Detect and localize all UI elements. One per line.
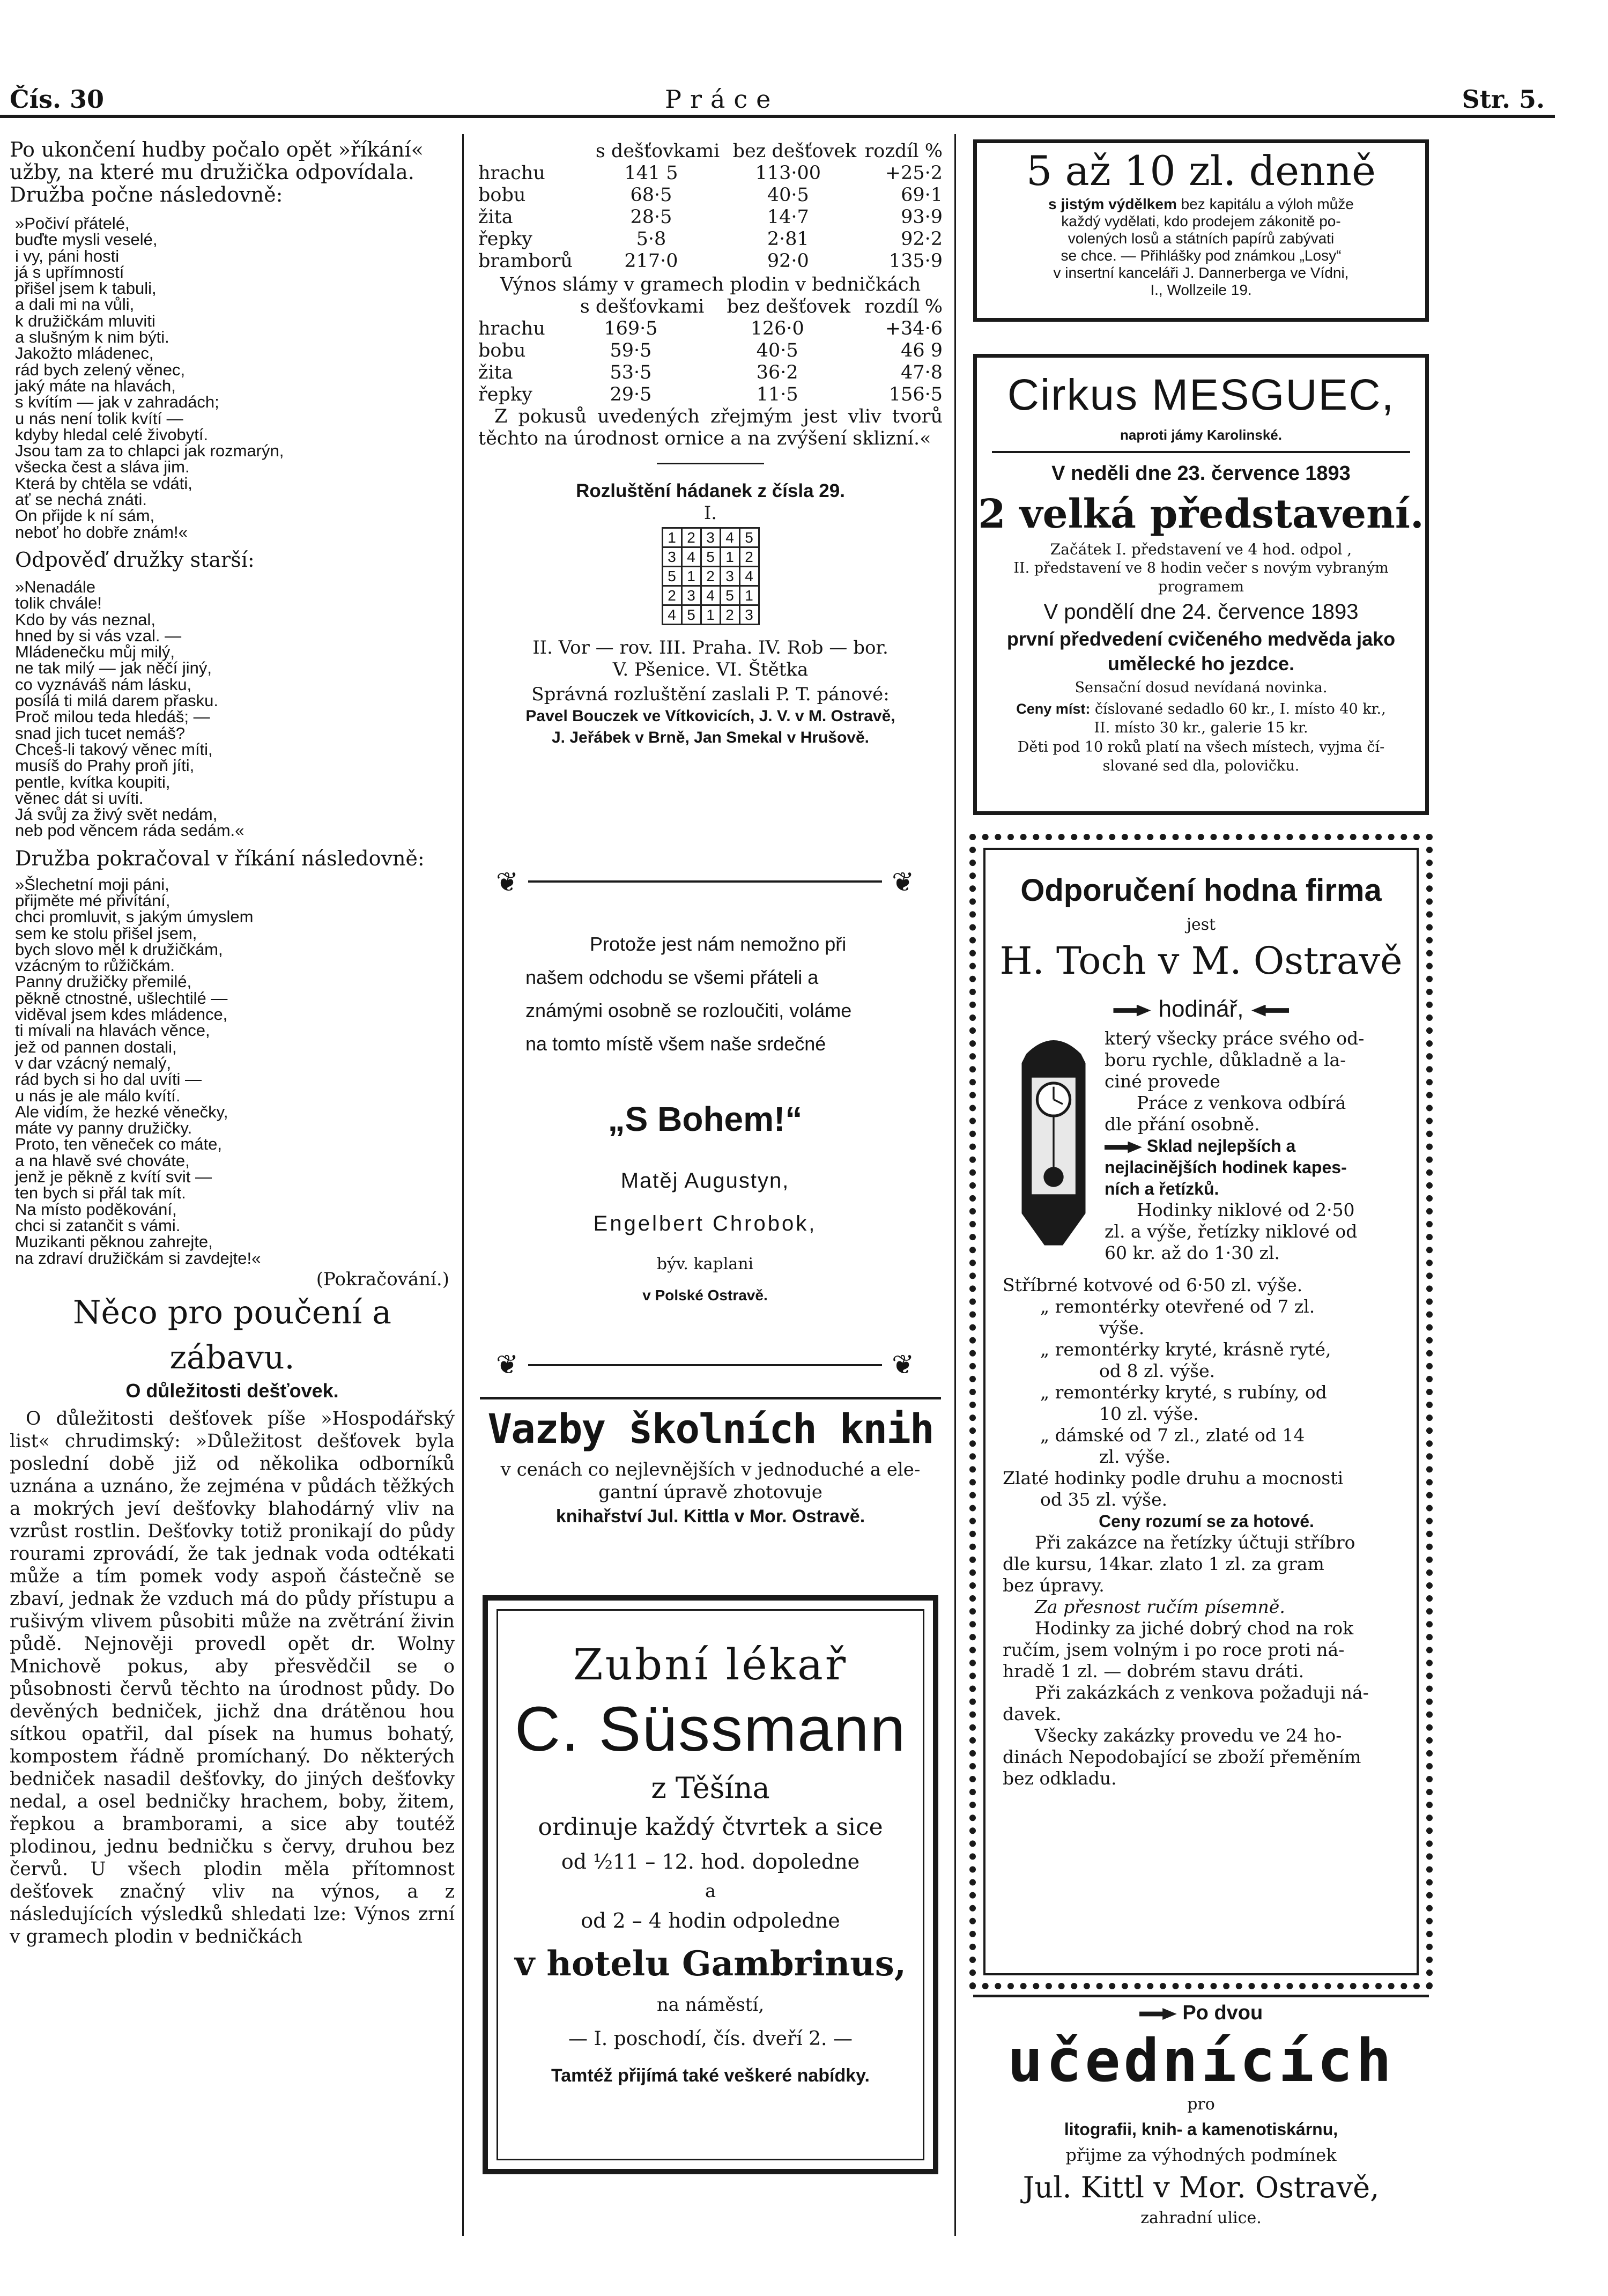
watch-role-line [976,996,1426,1023]
watch-line: Při zakázkách z venkova požaduji ná- [1035,1682,1369,1703]
verse-line: neb pod věncem ráda sedám.« [15,821,244,840]
farewell-line: našem odchodu se všemi přáteli a [525,966,819,988]
grid-cell: 1 [681,567,701,586]
watch-name: H. Toch v M. Ostravě [999,939,1403,983]
watch-line: zl. a výše, řetízky niklové od [1105,1221,1358,1242]
article-title: O důležitosti dešťovek. [125,1380,339,1402]
watch-line: 60 kr. až do 1·30 zl. [1105,1242,1280,1263]
watch-line: davek. [1003,1704,1062,1724]
puzzle-grid [662,527,760,625]
verse-line: a dali mi na vůli, [15,295,135,314]
table-header-cell: bez dešťovek [727,296,851,317]
watch-is: jest [1186,915,1216,934]
table-row [478,318,943,340]
frame-line [528,880,882,883]
reply-heading: Odpověď družky starší: [15,547,255,572]
table-header-cell [478,296,558,318]
table-cell: 92·0 [767,250,809,272]
clock-bob [1043,1167,1063,1187]
money-text [977,196,1425,299]
money-line: každý vydělati, kdo prodejem zákonitě po- [1061,213,1341,229]
farewell-line: Protože jest nám nemožno při [590,933,847,955]
grid-cell: 4 [701,586,720,605]
grid-cell: 3 [701,528,720,547]
watch-line: Za přesnost ručím písemně. [1035,1596,1285,1617]
circus-bear: první předvedení cvičeného medvěda jako [1006,628,1396,650]
solvers-names: Pavel Bouczek ve Vítkovicích, J. V. v M. Ostravě, [525,707,895,725]
verse-line: ať se nechá znáti. [15,490,147,509]
apprentice-ad [973,1995,1429,2229]
divider [657,463,764,464]
circus-ad [973,354,1429,815]
verse-line: posílá ti milá darem přasku. [15,691,219,710]
watch-cash: Ceny rozumí se za hotové. [1099,1512,1314,1531]
bindings-line: v cenách co nejlevnějších v jednoduché a ele- [500,1459,921,1480]
table-header-cell: rozdíl % [864,296,943,317]
apprentice-head-text: Po dvou [1182,2002,1263,2024]
intro-line: Družba počne následovně: [10,183,283,206]
article-conclusion: Z pokusů uvedených zřejmým jest vliv tvorů těchto na úrodnost ornice a na zvýšení sklizní.« [478,406,943,449]
header-rule [0,115,1555,118]
dentist-line: od 2 – 4 hodin odpoledne [581,1909,840,1932]
watch-stock-line: Sklad nejlepších a [1146,1136,1296,1156]
verse-line: snad jich tucet nemáš? [15,723,186,743]
money-line: bez kapitálu a výloh může [1181,196,1354,212]
table-cell: řepky [478,384,532,405]
circus-line: slované sed dla, polovičku. [1102,758,1300,774]
grain-yield-table [478,140,943,272]
newspaper-title: Práce [665,85,780,114]
verse-line: rád bych si ho dal uvíti — [15,1070,202,1089]
watch-line: Práce z venkova odbírá [1137,1092,1346,1113]
watch-line: hradě 1 zl. — dobrém stavu dráti. [1003,1661,1305,1682]
puzzle-subtitle: I. [703,502,717,524]
pointing-hand-icon [1105,1142,1142,1153]
verse-line: pentle, kvítka koupiti, [15,772,171,791]
table-row [478,384,943,406]
table-cell: žita [478,362,513,383]
continued-note: (Pokračování.) [316,1268,449,1290]
verse-line: hned by si vás vzal. — [15,626,182,645]
table-cell: 69·1 [901,184,943,206]
pointing-hand-icon [1113,1005,1151,1017]
dentist-line: — I. poschodí, čís. dveří 2. — [568,2028,853,2050]
verse-line: jež od pannen dostali, [15,1037,177,1056]
watch-line: „ remontérky otevřené od 7 zl. [1040,1296,1315,1317]
table-row [478,162,943,184]
grid-cell: 2 [739,547,759,567]
table-row [478,228,943,250]
verse-line: chci promluvit, s jakým úmyslem [15,907,254,927]
pointing-hand-icon [1251,1005,1289,1017]
watch-line: Hodinky niklové od 2·50 [1137,1199,1355,1220]
watch-line: ručím, jsem volným i po roce proti ná- [1003,1639,1345,1660]
dentist-ad [483,1595,938,2174]
money-line: se chce. — Přihlášky pod známkou „Losy“ [1061,247,1342,264]
grid-cell: 1 [701,605,720,625]
bindings-line: gantní úpravě zhotovuje [598,1482,822,1503]
watch-stock-line: ních a řetízků. [1105,1179,1219,1198]
farewell-role: býv. kaplani [656,1255,754,1273]
verse-line: vzácným to růžičkám. [15,956,175,975]
table-cell: 29·5 [610,384,652,405]
grid-cell: 2 [720,605,739,625]
watch-line: od 35 zl. výše. [1040,1489,1168,1510]
article-body: O důležitosti dešťovek píše »Hospodářský list« chrudimský: »Důležitost dešťovek byla poslední době již od několika odborníků uznána a uznáno, že zejména v půdách těžkých a mokrých jeví dešťovky blahodárný vliv na vzrůst rostlin. Dešťovky totiž pronikají do půdy rourami zprovádí, že tak jednak voda odtékati může a tím pomek vody aspoň částečně se zbaví, jednak že vzduch má do půdy přístupu a rušivým vlivem působiti může na zvětrání živin půdě. Nejnověji provedl opět dr. Wolny Mnichově pokus, aby přesvědčil se o působnosti červů těchto na úrodnost půdy. Do devěných bedniček, jichž dna drátěnou hou sítkou opatřil, dal písek na humus bohatý, kompostem řádně promíchaný. Do některých bedniček nasadil dešťovky, do jiných dešťovky nedal, a osel bedničky hrachem, boby, žitem, řepkou a bramborami, a sice aby toutéž plodinou, jednu bedničku s červy, druhou bez červů. U všech plodin měla přítomnost dešťovek značný vliv na výnos, a z následujících výsledků shledati lze: Výnos zrní v gramech plodin v bedničkách [10,1408,455,1947]
circus-line: Začátek I. představení ve 4 hod. odpol , [1050,540,1352,558]
column-2 [478,140,943,749]
dentist-line: na náměstí, [656,1994,765,2016]
apprentice-accept: přijme za výhodných podmínek [1065,2145,1337,2165]
watch-line: Zlaté hodinky podle druhu a mocnosti [1003,1468,1344,1488]
grid-cell: 3 [739,605,759,625]
table-cell: 46 9 [901,340,943,361]
watch-line: „ remontérky kryté, s rubíny, od [1040,1382,1327,1403]
verse-line: u nás je ale málo kvítí. [15,1086,181,1105]
table-cell: řepky [478,228,532,250]
table-cell: 126·0 [750,318,804,339]
watch-line: Hodinky za jiché dobrý chod na rok [1035,1618,1354,1639]
table-cell: bobu [478,184,526,206]
verse-line: Kdo by vás neznal, [15,610,155,629]
circus-bear: umělecké ho jezdce. [1107,653,1295,675]
watch-line: výše. [1099,1317,1145,1338]
verse-line: na zdraví družičkám si zavdejte!« [15,1248,261,1268]
table-header-cell: s dešťovkami [595,140,720,162]
watch-prices [1003,1275,1410,1789]
verse-line: máte vy panny družičky. [15,1119,192,1138]
apprentice-word: učednících [1007,2026,1395,2095]
straw-yield-table [478,296,943,406]
verse-line: On přijde k ní sám, [15,506,155,525]
farewell-line: známými osobně se rozloučiti, voláme [525,999,852,1021]
verse-line: Já svůj za živý svět nedám, [15,805,218,824]
table-cell: 5·8 [636,228,666,250]
verse-line: neboť ho dobře znám!« [15,522,188,542]
farewell-line: na tomto místě všem naše srdečné [525,1033,826,1055]
watch-body [1105,1028,1405,1264]
grid-cell: 5 [662,567,681,586]
wall-clock-icon [1008,1023,1099,1258]
watch-line: který všecky práce svého od- [1105,1028,1365,1049]
circus-line: programem [1158,579,1244,595]
verse-line: s kvítím — jak v zahradách; [15,392,219,412]
grid-cell: 2 [701,567,720,586]
table-cell: 156·5 [888,384,943,405]
verse-line: Chceš-li takový věnec míti, [15,739,213,759]
table-cell: bobu [478,340,526,361]
grid-cell: 3 [662,547,681,567]
verse-line: Na místo poděkování, [15,1199,177,1219]
dentist-name: C. Süssmann [514,1694,907,1765]
table-cell: 135·9 [888,250,943,272]
table-row [478,184,943,206]
table-cell: žita [478,206,513,228]
section-title: Něco pro poučení a zábavu. [72,1294,392,1377]
verse-line: i vy, páni hosti [15,246,120,265]
dentist-hotel: v hotelu Gambrinus, [514,1944,907,1984]
grid-cell: 1 [720,547,739,567]
verse-line: Muzikanti pěknou zahrejte, [15,1232,213,1251]
watch-line: Při zakázce na řetízky účtuji stříbro [1035,1532,1355,1553]
circus-prices-label: Ceny míst: [1016,701,1091,717]
dentist-line: a [705,1880,716,1902]
column-1 [10,138,455,1948]
watch-line: ciné provede [1105,1071,1220,1092]
ornament-icon: ❦ [496,1349,518,1380]
bindings-title: Vazby školních knih [487,1405,933,1453]
farewell-notice [496,866,914,1380]
straw-caption: Výnos slámy v gramech plodin v bedničkách [500,274,921,295]
circus-line: Děti pod 10 roků platí na všech místech, vyjma čí- [1017,739,1385,756]
table-cell: 36·2 [756,362,798,383]
money-line: v insertní kanceláři J. Dannerberga ve Vídni, [1053,264,1349,281]
verse-line: sem ke stolu přišel jsem, [15,923,197,943]
table-cell: 93·9 [901,206,943,228]
frame-line [480,1397,941,1399]
watchmaker-ad [969,834,1433,1989]
verse-line: chci si zatančit s vámi. [15,1216,181,1235]
issue-number: Čís. 30 [10,85,105,114]
verse-1 [10,216,455,540]
ornament-icon: ❦ [892,1349,914,1380]
watch-line: dle kursu, 14kar. zlato 1 zl. za gram [1003,1553,1324,1574]
circus-date: V pondělí dne 24. července 1893 [1043,600,1359,624]
apprentice-shop: litografii, knih- a kamenotiskárnu, [1064,2120,1338,2139]
circus-line: II. místo 30 kr., galerie 15 kr. [1094,720,1308,736]
apprentice-street: zahradní ulice. [1140,2209,1262,2227]
table-row [478,250,943,272]
intro-line: užby, na které mu družička odpovídala. [10,160,414,184]
verse-line: ti mívali na hlavách věnce, [15,1021,210,1040]
verse-3 [10,877,455,1266]
circus-shows: 2 velká představení. [978,491,1424,537]
table-row [478,340,943,362]
watch-line: Všecky zakázky provedu ve 24 ho- [1035,1725,1342,1746]
table-header-cell: s dešťovkami [580,296,705,317]
watch-line: „ dámské od 7 zl., zlaté od 14 [1040,1425,1305,1446]
verse-line: jenž je pěkně z kvítí svit — [15,1167,212,1187]
verse-line: Proto, ten věneček co máte, [15,1135,222,1154]
verse-line: kdyby hledal celé živobytí. [15,425,209,444]
farewell-name: Engelbert Chrobok, [593,1212,817,1235]
verse-line: věnec dát si uvíti. [15,788,144,808]
table-cell: 217·0 [624,250,678,272]
circus-title: Cirkus MESGUEC, [1007,371,1395,419]
verse-line: rád bych zelený věnec, [15,360,186,379]
inner-frame [497,1609,924,2160]
verse-line: přišel jsem k tabuli, [15,279,157,298]
clock-crest [1022,1040,1086,1063]
grid-cell: 4 [720,528,739,547]
table-cell: 40·5 [767,184,809,206]
grid-cell: 1 [739,586,759,605]
table-cell: 40·5 [756,340,798,361]
verse-line: všecka čest a sláva jim. [15,457,190,477]
farewell-greeting: „S Bohem!“ [607,1100,803,1138]
table-header-cell: bez dešťovek [732,140,857,162]
verse-line: viděval jsem kdes mládence, [15,1005,228,1024]
verse-line: Proč milou teda hledáš; — [15,707,210,727]
table-row [478,362,943,384]
solvers-names: J. Jeřábek v Brně, Jan Smekal v Hrušově. [552,729,869,746]
verse-line: Ale vidím, že hezké věnečky, [15,1102,228,1121]
verse-line: musíš do Prahy proň jíti, [15,756,195,775]
grid-cell: 5 [720,586,739,605]
dentist-note: Tamtéž přijímá také veškeré nabídky. [551,2065,870,2086]
money-line: I., Wollzeile 19. [1150,282,1252,298]
watch-line: „ remontérky kryté, krásně ryté, [1040,1339,1331,1360]
watch-role: hodinář, [1158,996,1244,1022]
money-bold: s jistým výdělkem [1048,196,1177,212]
verse-line: buďte mysli veselé, [15,230,158,249]
table-header-cell: rozdíl % [864,140,943,162]
grid-cell: 4 [662,605,681,625]
grid-cell: 3 [720,567,739,586]
watch-line: od 8 zl. výše. [1099,1360,1216,1381]
column-rule-1 [462,134,464,2236]
verse-line: »Nenadále [15,577,95,596]
grid-cell: 5 [739,528,759,547]
frame-line [973,1995,1429,1997]
grid-cell: 5 [681,605,701,625]
puzzle-answers: II. Vor — rov. III. Praha. IV. Rob — bor. [532,637,888,658]
table-cell: 11·5 [756,384,798,405]
money-line: volených losů a státních papírů zabývati [1068,230,1335,247]
verse-line: bych slovo měl k družičkám, [15,939,223,959]
table-cell: 28·5 [630,206,672,228]
farewell-place: v Polské Ostravě. [642,1287,768,1303]
grid-cell: 5 [701,547,720,567]
watch-line: zl. výše. [1099,1446,1171,1467]
verse-line: a na hlavě své chováte, [15,1151,190,1170]
verse-line: u nás není tolik kvítí — [15,409,183,428]
circus-line: Sensační dosud nevídaná novinka. [1075,679,1328,696]
table-cell: hrachu [478,318,545,339]
watch-line: boru rychle, důkladně a la- [1105,1049,1346,1070]
grid-cell: 4 [681,547,701,567]
grid-cell: 4 [739,567,759,586]
watch-line: bez odkladu. [1003,1768,1117,1789]
verse-line: »Počiví přátelé, [15,214,130,233]
verse-line: přijměte mé přivítání, [15,891,171,910]
page-number: Str. 5. [1462,85,1545,114]
watch-line: Stříbrné kotvové od 6·50 zl. výše. [1003,1275,1303,1295]
apprentice-head [973,1997,1429,2028]
watch-line: dle přání osobně. [1105,1114,1260,1135]
divider [992,451,1410,453]
table-cell: 47·8 [901,362,943,383]
verse-line: Panny družičky přemilé, [15,972,192,991]
table-cell: 2·81 [767,228,809,250]
watch-stock [1105,1135,1405,1157]
verse-line: Která by chtěla se vdáti, [15,473,192,493]
ornament-icon: ❦ [892,866,914,898]
table-cell: 113·00 [755,162,821,184]
table-cell: hrachu [478,162,545,184]
apprentice-name: Jul. Kittl v Mor. Ostravě, [1022,2171,1380,2204]
watch-stock-line: nejlacinějších hodinek kapes- [1105,1158,1347,1177]
table-cell: 92·2 [901,228,943,250]
grid-cell: 2 [662,586,681,605]
money-title: 5 až 10 zl. denně [1026,147,1376,195]
verse-line: já s upřímností [15,262,124,282]
verse-line: k družičkám mluviti [15,311,155,330]
column-rule-2 [954,134,956,2236]
solvers-intro: Správná rozluštění zaslali P. T. pánové: [531,684,890,705]
verse-2 [10,579,455,839]
grid-cell: 1 [662,528,681,547]
verse-line: a slušným k nim býti. [15,328,169,347]
table-row [478,206,943,228]
grid-cell: 2 [681,528,701,547]
grid-cell: 3 [681,586,701,605]
dentist-title: Zubní lékař [573,1640,848,1690]
verse-line: »Šlechetní moji páni, [15,875,169,894]
verse-line: Jakožto mládenec, [15,344,154,363]
table-cell: +34·6 [885,318,943,339]
circus-date: V neděli dne 23. července 1893 [1051,462,1351,485]
continue-heading: Družba pokračoval v říkání následovně: [15,846,425,870]
farewell-name: Matěj Augustyn, [620,1169,790,1193]
dentist-line: od ½11 – 12. hod. dopoledne [561,1850,860,1873]
verse-line: ten bych si přál tak mít. [15,1183,186,1203]
table-cell: 169·5 [604,318,658,339]
dentist-line: ordinuje každý čtvrtek a sice [538,1813,883,1841]
farewell-text [525,928,890,1061]
frame-line [528,1364,882,1366]
watch-line: bez úpravy. [1003,1575,1105,1596]
verse-line: ne tak milý — jak něčí jiný, [15,658,212,678]
money-ad [973,139,1429,322]
verse-line: Mládenečku můj milý, [15,642,175,662]
puzzle-answers: V. Pšenice. VI. Štětka [612,658,809,680]
circus-line: číslované sedadlo 60 kr., I. místo 40 kr., [1094,701,1386,717]
table-cell: +25·2 [885,162,943,184]
table-cell: 141 5 [624,162,678,184]
ornament-icon: ❦ [496,866,518,898]
table-cell: bramborů [478,250,573,272]
verse-line: jaký máte na hlavách, [15,376,176,395]
dentist-from: z Těšína [651,1771,770,1805]
clock-base [1022,1213,1086,1246]
intro-line: Po ukončení hudby počalo opět »říkání« [10,138,424,161]
bindings-ad [480,1397,941,1529]
table-cell: 14·7 [767,206,809,228]
apprentice-for: pro [1187,2095,1215,2114]
table-cell: 59·5 [610,340,652,361]
verse-line: Jsou tam za to chlapci jak rozmarýn, [15,441,284,461]
verse-line: tolik chvále! [15,594,102,613]
table-cell: 68·5 [630,184,672,206]
verse-line: co vyznáváš nám lásku, [15,675,192,694]
watch-title: Odporučení hodna firma [1020,873,1382,908]
circus-sub: naproti jámy Karolinské. [1120,427,1282,443]
verse-line: v dar vzácný nemalý, [15,1053,172,1072]
watch-line: dinách Nepodobající se zboží přeměním [1003,1746,1361,1767]
circus-line: II. představení ve 8 hodin večer s novým vybraným [1013,560,1389,576]
puzzle-title: Rozluštění hádanek z čísla 29. [576,480,845,501]
table-header-cell [478,140,582,162]
table-cell: 53·5 [610,362,652,383]
bindings-shop: knihařství Jul. Kittla v Mor. Ostravě. [555,1506,865,1527]
pointing-hand-icon [1139,2008,1177,2020]
watch-line: 10 zl. výše. [1099,1403,1199,1424]
verse-line: pěkně ctnostné, ušlechtilé — [15,988,228,1008]
